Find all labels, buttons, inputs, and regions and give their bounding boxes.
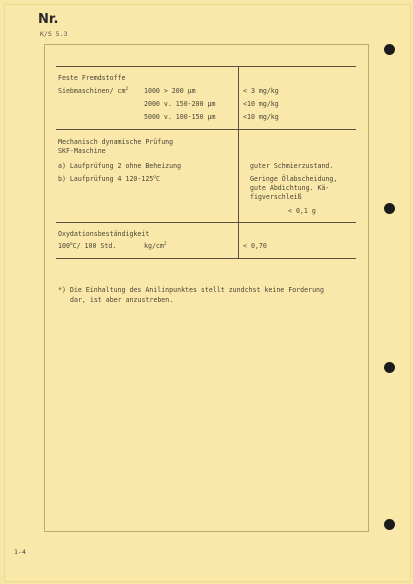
row-value-left: 2000 v. 150-200 µm bbox=[144, 100, 216, 108]
document-code: K/S 5.3 bbox=[40, 30, 68, 38]
row-value-right: <10 mg/kg bbox=[243, 100, 279, 108]
punch-hole-icon bbox=[384, 203, 395, 214]
test-result-b-line: Geringe Ölabscheidung, bbox=[250, 175, 338, 183]
punch-hole-icon bbox=[384, 519, 395, 530]
test-result-b-value: < 0,1 g bbox=[288, 207, 316, 215]
row-value-left: 5000 v. 100-150 µm bbox=[144, 113, 216, 121]
test-result-b-line: gute Abdichtung. Kä- bbox=[250, 184, 330, 192]
test-item-a: a) Laufprüfung 2 ohne Beheizung bbox=[58, 162, 182, 170]
footnote-line: dar, ist aber anzustreben. bbox=[70, 296, 174, 304]
punch-hole-icon bbox=[384, 362, 395, 373]
table-rule bbox=[56, 66, 356, 67]
test-item-b: b) Laufprüfung 4 120-125$^o$C bbox=[58, 175, 160, 184]
test-result-a: guter Schmierzustand. bbox=[250, 162, 334, 170]
table-rule bbox=[56, 258, 356, 259]
table-rule bbox=[56, 129, 356, 130]
test-result-b-line: figverschleiß bbox=[250, 193, 302, 201]
row-value-right: <10 mg/kg bbox=[243, 113, 279, 121]
page-number: 1-4 bbox=[14, 548, 26, 556]
row-value-left: 1000 > 200 µm bbox=[144, 87, 196, 95]
row-label: Siebmaschinen/ $cm^2$ bbox=[58, 87, 129, 96]
table-column-divider bbox=[238, 66, 239, 258]
row-value-right: < 3 mg/kg bbox=[243, 87, 279, 95]
section-title: Feste Fremdstoffe bbox=[58, 74, 126, 82]
section-subtitle: SKF-Maschine bbox=[58, 147, 106, 155]
footnote-line: *) Die Einhaltung des Anilinpunktes stellt zundchst keine Forderung bbox=[58, 286, 324, 294]
document-number-label: Nr. bbox=[38, 12, 59, 27]
punch-hole-icon bbox=[384, 44, 395, 55]
table-rule bbox=[56, 222, 356, 223]
test-condition: 100$^o$C/ 100 Std. bbox=[58, 242, 117, 251]
section-title: Oxydationsbeständigkeit bbox=[58, 230, 150, 238]
section-title: Mechanisch dynamische Prüfung bbox=[58, 138, 174, 146]
unit-label: $kg/cm^2$ bbox=[144, 242, 167, 251]
oxidation-value: < 0,70 bbox=[243, 242, 267, 250]
